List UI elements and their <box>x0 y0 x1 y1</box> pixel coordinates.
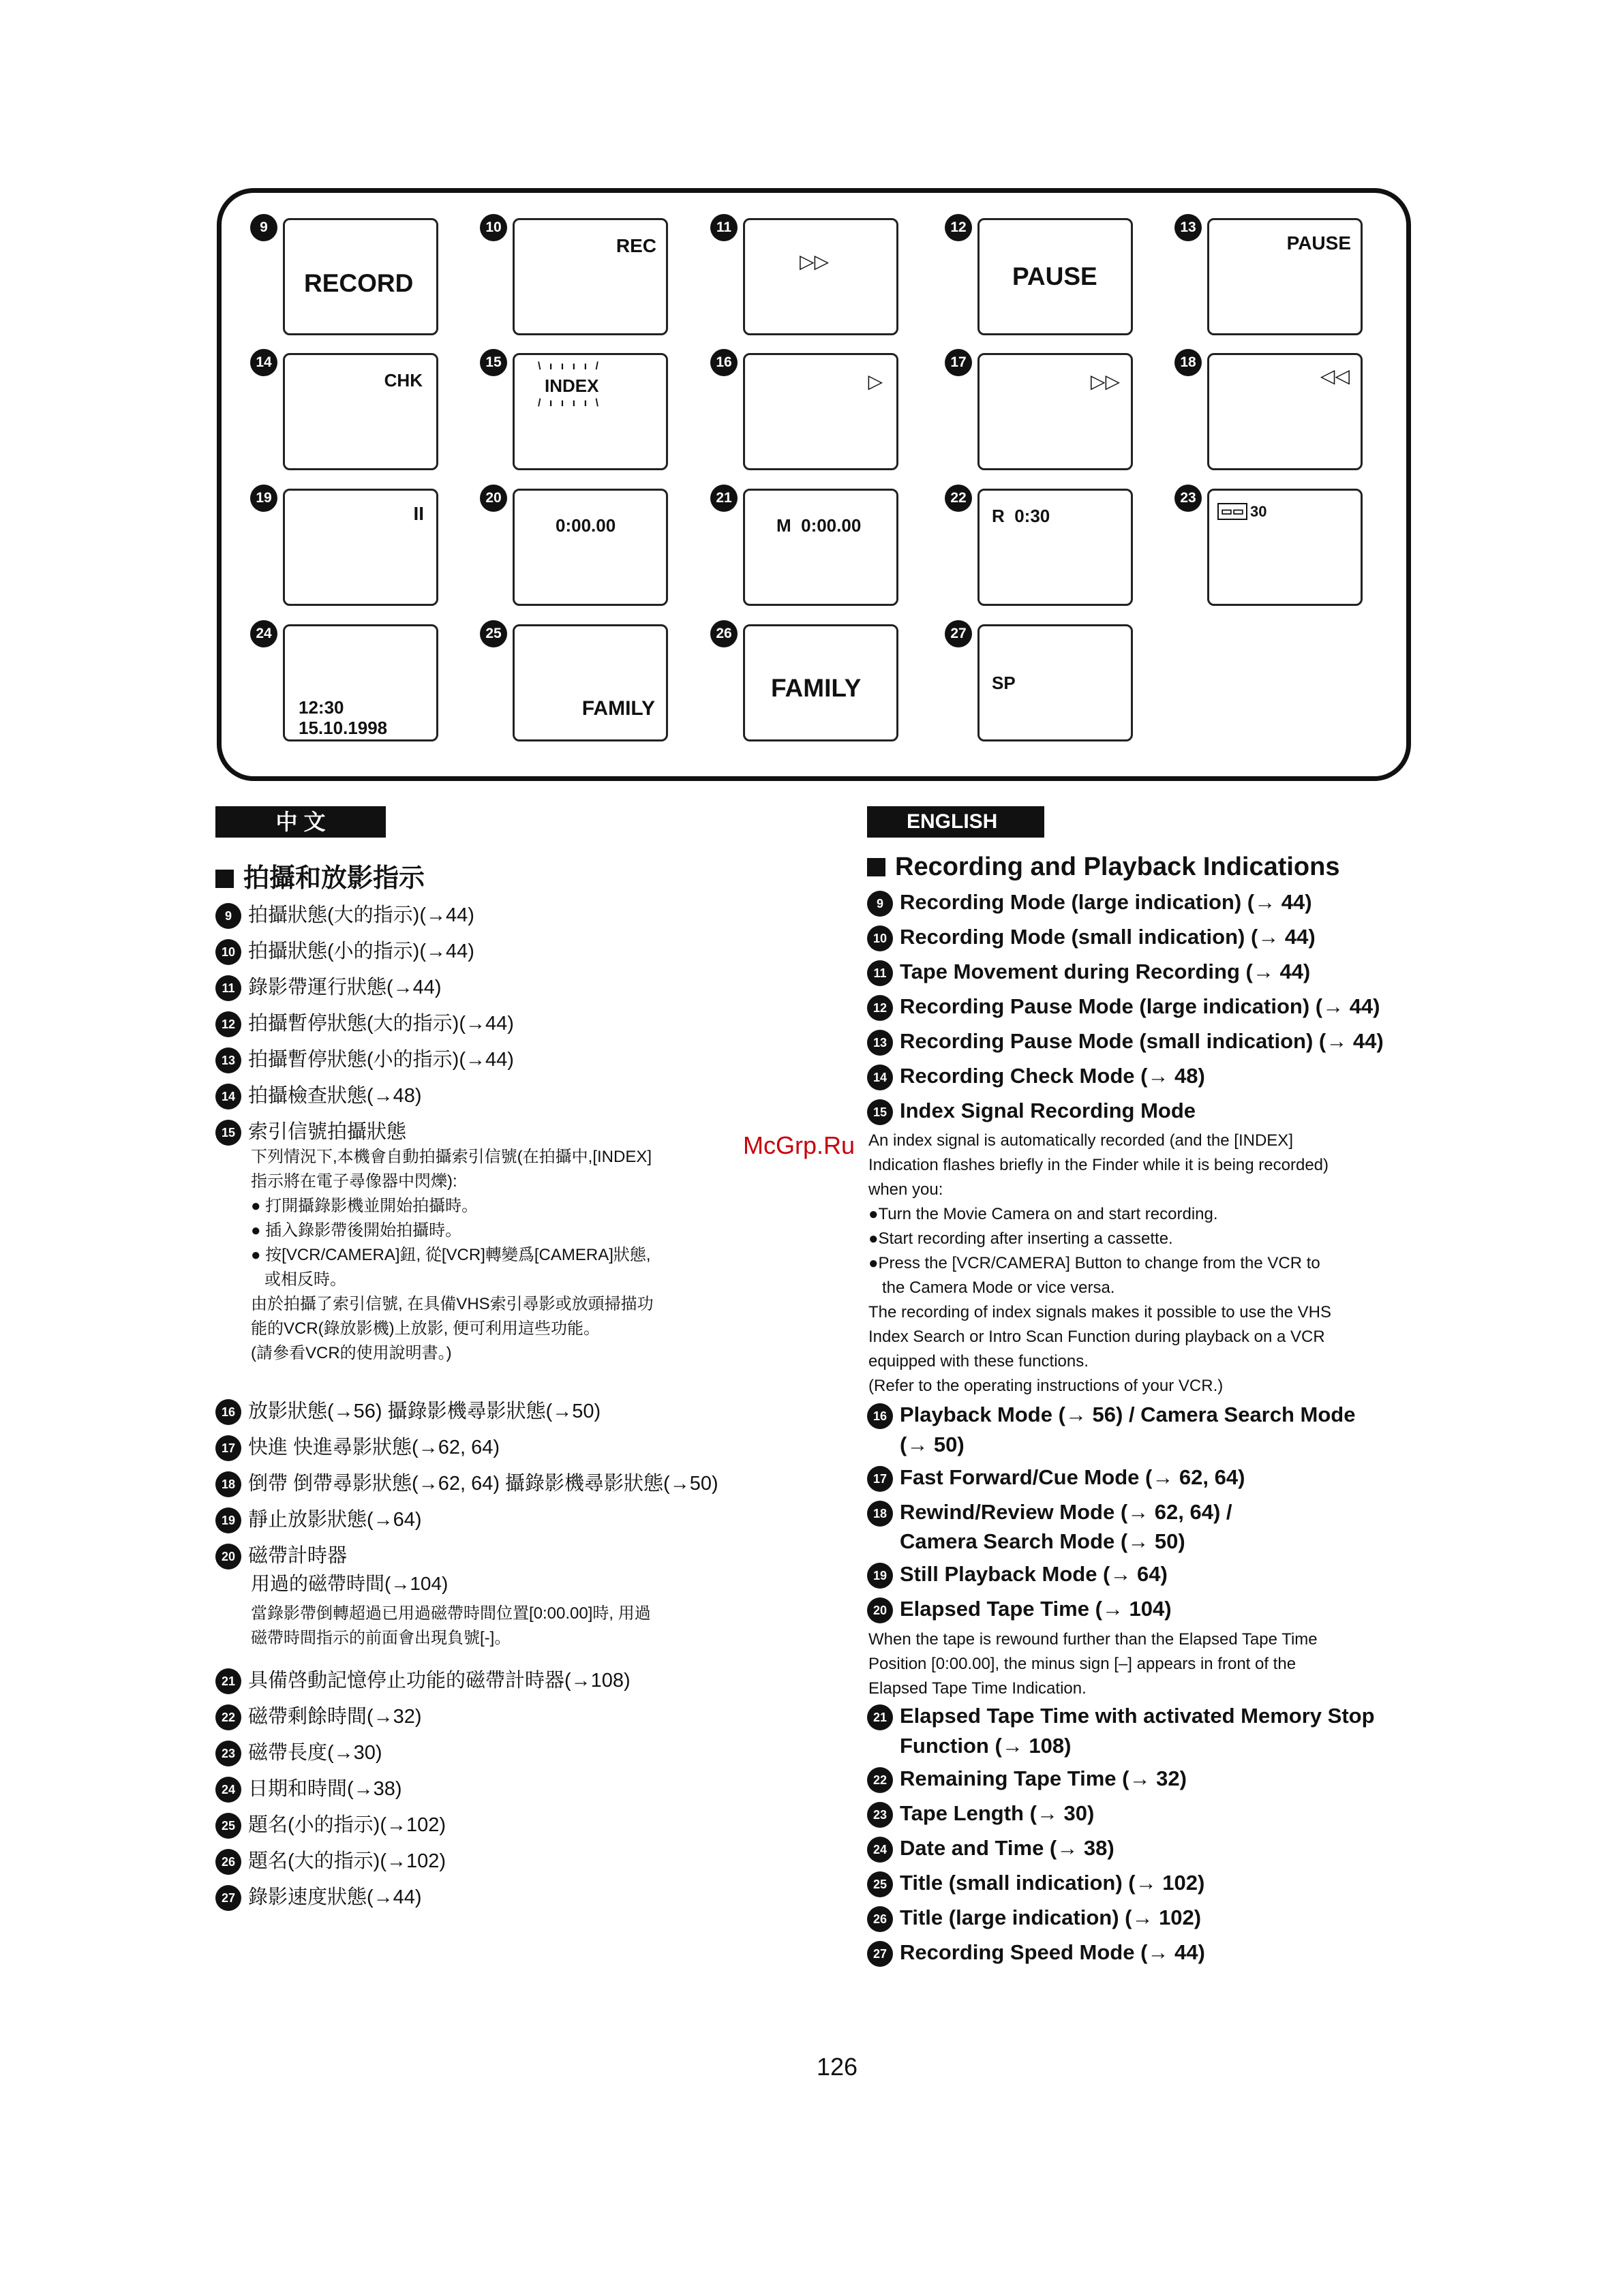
chinese-header: 中 文 <box>215 806 386 838</box>
english-item: 23 Tape Length (→ 30) <box>867 1801 1094 1828</box>
english-item: 11 Tape Movement during Recording (→ 44) <box>867 960 1310 986</box>
indication-number: 15 <box>480 349 507 376</box>
chinese-item: 13 拍攝暫停狀態(小的指示)(→44) <box>215 1044 514 1073</box>
english-item: 21 Elapsed Tape Time with activated Memory Stop <box>867 1704 1375 1730</box>
chinese-item: 17 快進 快進尋影狀態(→62, 64) <box>215 1432 500 1461</box>
english-item: 20 Elapsed Tape Time (→ 104) <box>867 1597 1172 1623</box>
fast-forward-icon: ▷▷ <box>800 251 830 272</box>
indication-text: FAMILY <box>581 697 655 720</box>
indication-number: 12 <box>945 214 972 241</box>
indication-cell <box>250 485 478 614</box>
english-item: 19 Still Playback Mode (→ 64) <box>867 1562 1168 1589</box>
english-item-continued: Function (→ 108) <box>900 1734 1072 1758</box>
chinese-section-title <box>215 857 425 894</box>
english-item: 16 Playback Mode (→ 56) / Camera Search Mode <box>867 1403 1355 1429</box>
chinese-timer-paragraph: 用過的磁帶時間(→104) 當錄影帶倒轉超過已用過磁帶時間位置[0:00.00]時, 用過 磁帶時間指示的前面會出現負號[-]。 <box>251 1573 651 1647</box>
english-section-title <box>867 853 1340 882</box>
indication-text: FAMILY <box>771 674 862 702</box>
english-item: 22 Remaining Tape Time (→ 32) <box>867 1766 1187 1793</box>
indication-number: 26 <box>710 620 738 647</box>
english-item: 10 Recording Mode (small indication) (→ 44) <box>867 925 1316 951</box>
english-item: 17 Fast Forward/Cue Mode (→ 62, 64) <box>867 1465 1245 1492</box>
indication-text: INDEX <box>545 376 599 396</box>
chinese-item: 19 靜止放影狀態(→64) <box>215 1504 422 1533</box>
chinese-index-paragraph: 下列情況下,本機會自動拍攝索引信號(在拍攝中,[INDEX] 指示將在電子尋像器中閃爍): ● 打開攝錄影機並開始拍攝時。 ● 插入錄影帶後開始拍攝時。 ● 按[VCR/CAMERA]鈕, 從[VCR]轉變爲[CAMERA]狀態, 或相反時。 由於拍攝了索引信號, 在具備VHS索引尋影或放頭掃描功 能的VCR(錄放影機)上放影, 便可利用這些功能。 (請參看VCR的使用說明書。) <box>251 1148 654 1362</box>
indication-cell <box>945 485 1172 614</box>
indication-text: 12:30 <box>299 697 344 718</box>
english-item: 18 Rewind/Review Mode (→ 62, 64) / <box>867 1500 1232 1527</box>
indication-number: 21 <box>710 485 738 512</box>
indication-cell <box>480 349 708 478</box>
square-bullet-icon <box>215 870 234 888</box>
viewfinder-frame <box>977 218 1133 335</box>
english-item: 27 Recording Speed Mode (→ 44) <box>867 1940 1205 1967</box>
viewfinder-frame <box>283 218 438 335</box>
indication-cell <box>1174 349 1402 478</box>
chinese-item: 9 拍攝狀態(大的指示)(→44) <box>215 900 474 929</box>
indication-number: 23 <box>1174 485 1202 512</box>
indication-text: RECORD <box>304 269 414 297</box>
indication-text: PAUSE <box>1286 232 1351 254</box>
viewfinder-frame <box>283 353 438 470</box>
viewfinder-frame <box>743 353 898 470</box>
indication-text: R 0:30 <box>992 506 1050 526</box>
indication-text: PAUSE <box>1012 262 1097 290</box>
indication-number: 24 <box>250 620 277 647</box>
indication-cell <box>945 214 1172 343</box>
indication-cell <box>710 485 938 614</box>
indication-text: CHK <box>384 370 423 391</box>
viewfinder-frame <box>977 353 1133 470</box>
viewfinder-frame <box>743 489 898 606</box>
viewfinder-frame <box>513 624 668 741</box>
watermark: McGrp.Ru <box>743 1131 855 1159</box>
viewfinder-frame <box>1207 353 1363 470</box>
indication-number: 10 <box>480 214 507 241</box>
chinese-item: 25 題名(小的指示)(→102) <box>215 1809 446 1839</box>
indication-text: 0:00.00 <box>556 515 616 536</box>
chinese-item: 21 具備啓動記憶停止功能的磁帶計時器(→108) <box>215 1665 631 1694</box>
english-item: 13 Recording Pause Mode (small indication) (→ 44) <box>867 1029 1384 1056</box>
indication-cell <box>480 620 708 750</box>
chinese-item: 15 索引信號拍攝狀態 <box>215 1116 406 1146</box>
flash-rays-icon: / ı ı ı ı \ <box>538 397 601 409</box>
viewfinder-frame <box>513 218 668 335</box>
chinese-item: 24 日期和時間(→38) <box>215 1773 402 1803</box>
indication-number: 14 <box>250 349 277 376</box>
indication-cell <box>250 349 478 478</box>
indication-number: 17 <box>945 349 972 376</box>
indication-text: 30 <box>1250 503 1267 520</box>
viewfinder-frame <box>977 624 1133 741</box>
indication-number: 13 <box>1174 214 1202 241</box>
indication-number: 16 <box>710 349 738 376</box>
english-item-continued: Camera Search Mode (→ 50) <box>900 1529 1185 1553</box>
indication-number: 27 <box>945 620 972 647</box>
viewfinder-frame <box>283 489 438 606</box>
viewfinder-frame <box>743 218 898 335</box>
page-number: 126 <box>817 2053 858 2081</box>
chinese-item: 18 倒帶 倒帶尋影狀態(→62, 64) 攝錄影機尋影狀態(→50) <box>215 1468 718 1497</box>
english-timer-paragraph: When the tape is rewound further than the Elapsed Tape Time Position [0:00.00], the minus sign [–] appears in front of the Elapsed Tape Time Indication. <box>868 1630 1318 1698</box>
indication-cell <box>250 214 478 343</box>
english-item: 25 Title (small indication) (→ 102) <box>867 1871 1204 1897</box>
indication-number: 20 <box>480 485 507 512</box>
english-item: 15 Index Signal Recording Mode <box>867 1099 1196 1125</box>
viewfinder-frame <box>513 489 668 606</box>
viewfinder-frame <box>513 353 668 470</box>
indication-number: 18 <box>1174 349 1202 376</box>
play-icon: ▷ <box>868 371 883 392</box>
indication-number: 22 <box>945 485 972 512</box>
chinese-item: 10 拍攝狀態(小的指示)(→44) <box>215 936 474 965</box>
indication-text: M 0:00.00 <box>776 515 862 536</box>
chinese-item: 22 磁帶剩餘時間(→32) <box>215 1701 422 1730</box>
english-item: 9 Recording Mode (large indication) (→ 44) <box>867 890 1312 917</box>
viewfinder-frame <box>1207 489 1363 606</box>
english-index-paragraph: An index signal is automatically recorded (and the [INDEX] Indication flashes briefly in the Finder while it is being recorded) when you: ●Turn the Movie Camera on and start recording. ●Start recording after inserting a cassette. ●Press the [VCR/CAMERA] Button to change from the VCR to the Camera Mode or vice versa. The recording of index signals makes it possible to use the VHS Index Search or Intro Scan Function during playback on a VCR equipped with these functions. (Refer to the operating instructions of your VCR.) <box>868 1131 1332 1395</box>
indication-cell <box>1174 485 1402 614</box>
chinese-title-text: 拍攝和放影指示 <box>243 864 425 893</box>
indication-cell <box>945 349 1172 478</box>
indication-number: 25 <box>480 620 507 647</box>
indication-cell <box>250 620 478 750</box>
cassette-icon: ▭▭ <box>1217 503 1247 520</box>
english-item: 14 Recording Check Mode (→ 48) <box>867 1064 1205 1090</box>
flash-rays-icon: \ ı ı ı ı / <box>538 361 601 372</box>
viewfinder-frame <box>977 489 1133 606</box>
english-item: 12 Recording Pause Mode (large indication) (→ 44) <box>867 994 1380 1021</box>
indication-cell <box>710 349 938 478</box>
square-bullet-icon <box>867 858 885 876</box>
english-title-text: Recording and Playback Indications <box>895 853 1340 881</box>
indication-text: REC <box>616 235 656 256</box>
english-item: 26 Title (large indication) (→ 102) <box>867 1905 1201 1932</box>
chinese-item: 27 錄影速度狀態(→44) <box>215 1882 422 1911</box>
indication-text: 15.10.1998 <box>299 718 388 738</box>
chinese-item: 26 題名(大的指示)(→102) <box>215 1846 446 1875</box>
viewfinder-frame <box>1207 218 1363 335</box>
chinese-item: 11 錄影帶運行狀態(→44) <box>215 972 442 1001</box>
still-pause-icon: II <box>413 503 424 524</box>
viewfinder-frame <box>283 624 438 741</box>
indication-number: 9 <box>250 214 277 241</box>
indication-number: 19 <box>250 485 277 512</box>
indication-cell <box>480 214 708 343</box>
rewind-icon: ◁◁ <box>1320 365 1350 386</box>
indication-cell <box>710 620 938 750</box>
english-header: ENGLISH <box>867 806 1044 838</box>
viewfinder-frame <box>743 624 898 741</box>
english-item-continued: (→ 50) <box>900 1433 965 1456</box>
chinese-item: 14 拍攝檢查狀態(→48) <box>215 1080 422 1109</box>
indication-cell <box>945 620 1172 750</box>
indication-cell <box>710 214 938 343</box>
fast-forward-icon: ▷▷ <box>1090 371 1120 392</box>
english-item: 24 Date and Time (→ 38) <box>867 1836 1114 1863</box>
indication-text: SP <box>992 673 1016 693</box>
chinese-item: 20 磁帶計時器 <box>215 1540 347 1570</box>
indication-number: 11 <box>710 214 738 241</box>
chinese-item: 23 磁帶長度(→30) <box>215 1737 382 1766</box>
chinese-item: 12 拍攝暫停狀態(大的指示)(→44) <box>215 1008 514 1037</box>
indication-cell <box>480 485 708 614</box>
indication-cell <box>1174 214 1402 343</box>
chinese-item: 16 放影狀態(→56) 攝錄影機尋影狀態(→50) <box>215 1396 601 1425</box>
